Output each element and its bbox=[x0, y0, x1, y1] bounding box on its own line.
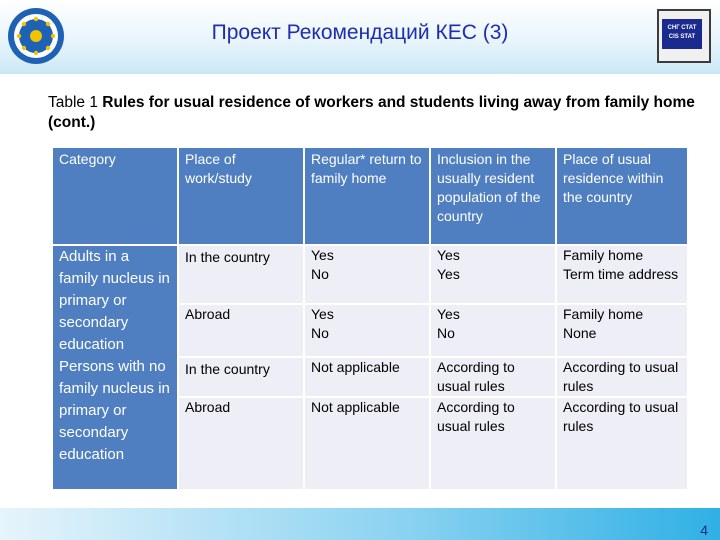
header-place: Place of work/study bbox=[179, 148, 303, 244]
slide-title: Проект Рекомендаций КЕС (3) bbox=[211, 21, 509, 44]
header-category: Category bbox=[53, 148, 177, 244]
header-band bbox=[0, 0, 720, 72]
table-caption bbox=[48, 93, 708, 133]
cis-emblem-icon bbox=[7, 7, 65, 65]
header-usual-residence: Place of usual residence within the country bbox=[557, 148, 687, 244]
cell-place-g2r2: Abroad bbox=[179, 398, 303, 489]
cell-return-g2r2: Not applicable bbox=[305, 398, 429, 489]
page-number: 4 bbox=[700, 522, 708, 538]
cell-place-g1r2: Abroad bbox=[179, 305, 303, 356]
header-regular-return: Regular* return to family home bbox=[305, 148, 429, 244]
footer-band bbox=[0, 508, 720, 540]
cell-residence-g2r1: According to usual rules bbox=[557, 358, 687, 396]
header-inclusion: Inclusion in the usually resident population of the country bbox=[431, 148, 555, 244]
logo-line-2: CIS STAT bbox=[668, 34, 696, 40]
cell-return-g1r1: Yes No bbox=[305, 246, 429, 303]
cell-inclusion-g1r1: Yes Yes bbox=[431, 246, 555, 303]
cell-place-g2r1: In the country bbox=[179, 358, 303, 396]
caption-title: Rules for usual residence of workers and students living away from family home (cont.) bbox=[48, 94, 695, 131]
category-cell-adults: Adults in a family nucleus in primary or secondary education bbox=[53, 246, 177, 356]
cell-residence-g1r2: Family home None bbox=[557, 305, 687, 356]
cell-return-g1r2: Yes No bbox=[305, 305, 429, 356]
cell-return-g2r1: Not applicable bbox=[305, 358, 429, 396]
cell-inclusion-g2r1: According to usual rules bbox=[431, 358, 555, 396]
header-divider bbox=[0, 72, 720, 74]
cell-residence-g2r2: According to usual rules bbox=[557, 398, 687, 489]
cis-stat-logo bbox=[655, 7, 713, 65]
cell-residence-g1r1: Family home Term time address bbox=[557, 246, 687, 303]
cell-inclusion-g1r2: Yes No bbox=[431, 305, 555, 356]
cell-inclusion-g2r2: According to usual rules bbox=[431, 398, 555, 489]
caption-prefix: Table 1 bbox=[48, 94, 98, 111]
cell-place-g1r1: In the country bbox=[179, 246, 303, 303]
logo-text-block bbox=[662, 19, 702, 49]
logo-line-1: СНГ СТАТ bbox=[667, 25, 697, 31]
category-cell-no-nucleus: Persons with no family nucleus in primary or secondary education bbox=[53, 356, 177, 489]
